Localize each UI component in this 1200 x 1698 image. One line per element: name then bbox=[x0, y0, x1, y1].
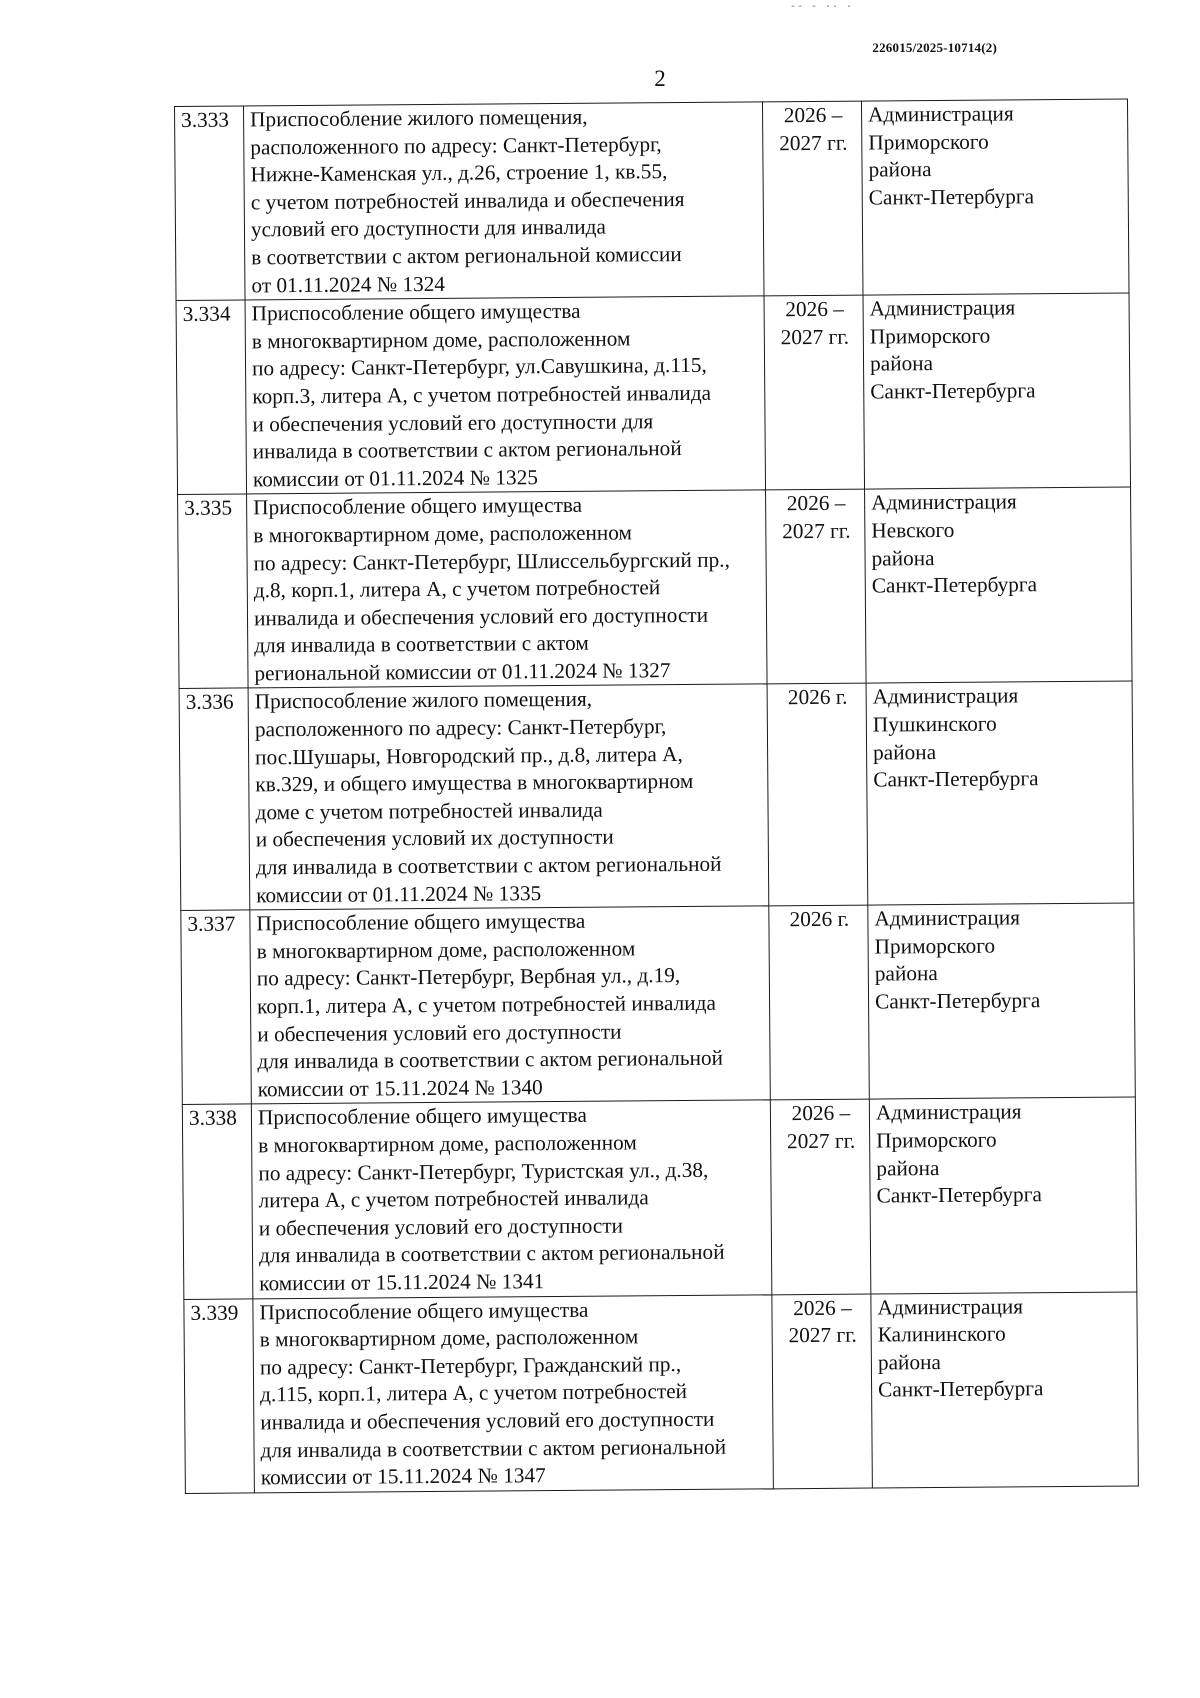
item-executor: Администрация Невского района Санкт-Петербурга bbox=[865, 487, 1133, 683]
item-description: Приспособление общего имущества в многоквартирном доме, расположенном по адресу: Санкт-Петербург, ул.Савушкина, д.115, корп.3, литера А, с учетом потребностей инвалида и обеспечения условий его доступности для инвалида в соответствии с актом региональной комиссии от 01.11.2024 № 1325 bbox=[245, 296, 766, 494]
item-executor: Администрация Приморского района Санкт-Петербурга bbox=[863, 293, 1131, 489]
item-term: 2026 – 2027 гг. bbox=[764, 295, 865, 490]
item-term: 2026 г. bbox=[767, 684, 868, 907]
table-row bbox=[178, 487, 1132, 689]
item-number: 3.339 bbox=[184, 1298, 255, 1493]
item-number: 3.334 bbox=[176, 300, 247, 495]
item-executor: Администрация Приморского района Санкт-Петербурга bbox=[861, 99, 1129, 295]
item-term: 2026 – 2027 гг. bbox=[762, 101, 863, 296]
table-row bbox=[181, 903, 1135, 1105]
document-registration-number: 226015/2025-10714(2) bbox=[872, 40, 997, 55]
table-row bbox=[184, 1292, 1138, 1494]
item-number: 3.336 bbox=[179, 688, 250, 910]
item-term: 2026 – 2027 гг. bbox=[766, 489, 867, 684]
item-executor: Администрация Приморского района Санкт-Петербурга bbox=[869, 1097, 1137, 1293]
table-row bbox=[175, 99, 1129, 301]
item-number: 3.338 bbox=[182, 1104, 253, 1299]
item-number: 3.337 bbox=[181, 910, 252, 1105]
item-term: 2026 – 2027 гг. bbox=[770, 1099, 871, 1294]
table-row bbox=[176, 293, 1130, 495]
item-description: Приспособление жилого помещения, расположенного по адресу: Санкт-Петербург, Нижне-Каменская ул., д.26, строение 1, кв.55, с учетом потребностей инвалида и обеспечения условий его доступности для инвалида в соответствии с актом региональной комиссии от 01.11.2024 № 1324 bbox=[244, 102, 765, 300]
item-executor: Администрация Калининского района Санкт-Петербурга bbox=[871, 1292, 1139, 1488]
item-executor: Администрация Приморского района Санкт-Петербурга bbox=[868, 903, 1136, 1099]
item-description: Приспособление общего имущества в многоквартирном доме, расположенном по адресу: Санкт-Петербург, Гражданский пр., д.115, корп.1, литера А, с учетом потребностей инвалида и обеспечения условий его доступности для инвалида в соответствии с актом региональной комиссии от 15.11.2024 № 1347 bbox=[253, 1294, 774, 1492]
page-number: 2 bbox=[654, 66, 666, 91]
measures-table bbox=[174, 99, 1139, 1494]
item-term: 2026 г. bbox=[769, 905, 870, 1100]
item-executor: Администрация Пушкинского района Санкт-Петербурга bbox=[866, 681, 1134, 905]
item-description: Приспособление жилого помещения, расположенного по адресу: Санкт-Петербург, пос.Шушары, Новгородский пр., д.8, литера А, кв.329, и общего имущества в многоквартирном доме с учетом потребностей инвалида и обеспечения условий их доступности для инвалида в соответствии с актом региональной комиссии от 01.11.2024 № 1335 bbox=[248, 684, 769, 910]
item-term: 2026 – 2027 гг. bbox=[772, 1294, 873, 1489]
table-row bbox=[179, 681, 1134, 910]
item-description: Приспособление общего имущества в многоквартирном доме, расположенном по адресу: Санкт-Петербург, Вербная ул., д.19, корп.1, литера А, с учетом потребностей инвалида и обеспечения условий его доступности для инвалида в соответствии с актом региональной комиссии от 15.11.2024 № 1340 bbox=[250, 906, 771, 1104]
item-description: Приспособление общего имущества в многоквартирном доме, расположенном по адресу: Санкт-Петербург, Туристская ул., д.38, литера А, с учетом потребностей инвалида и обеспечения условий его доступности для инвалида в соответствии с актом региональной комиссии от 15.11.2024 № 1341 bbox=[251, 1100, 772, 1298]
item-number: 3.333 bbox=[175, 106, 246, 301]
item-number: 3.335 bbox=[178, 494, 249, 689]
scan-artifact: -- - ·· · bbox=[790, 2, 854, 13]
item-description: Приспособление общего имущества в многоквартирном доме, расположенном по адресу: Санкт-Петербург, Шлиссельбургский пр., д.8, корп.1, литера А, с учетом потребностей инвалида и обеспечения условий его доступности для инвалида в соответствии с актом региональной комиссии от 01.11.2024 № 1327 bbox=[247, 490, 768, 688]
table-row bbox=[182, 1097, 1136, 1299]
